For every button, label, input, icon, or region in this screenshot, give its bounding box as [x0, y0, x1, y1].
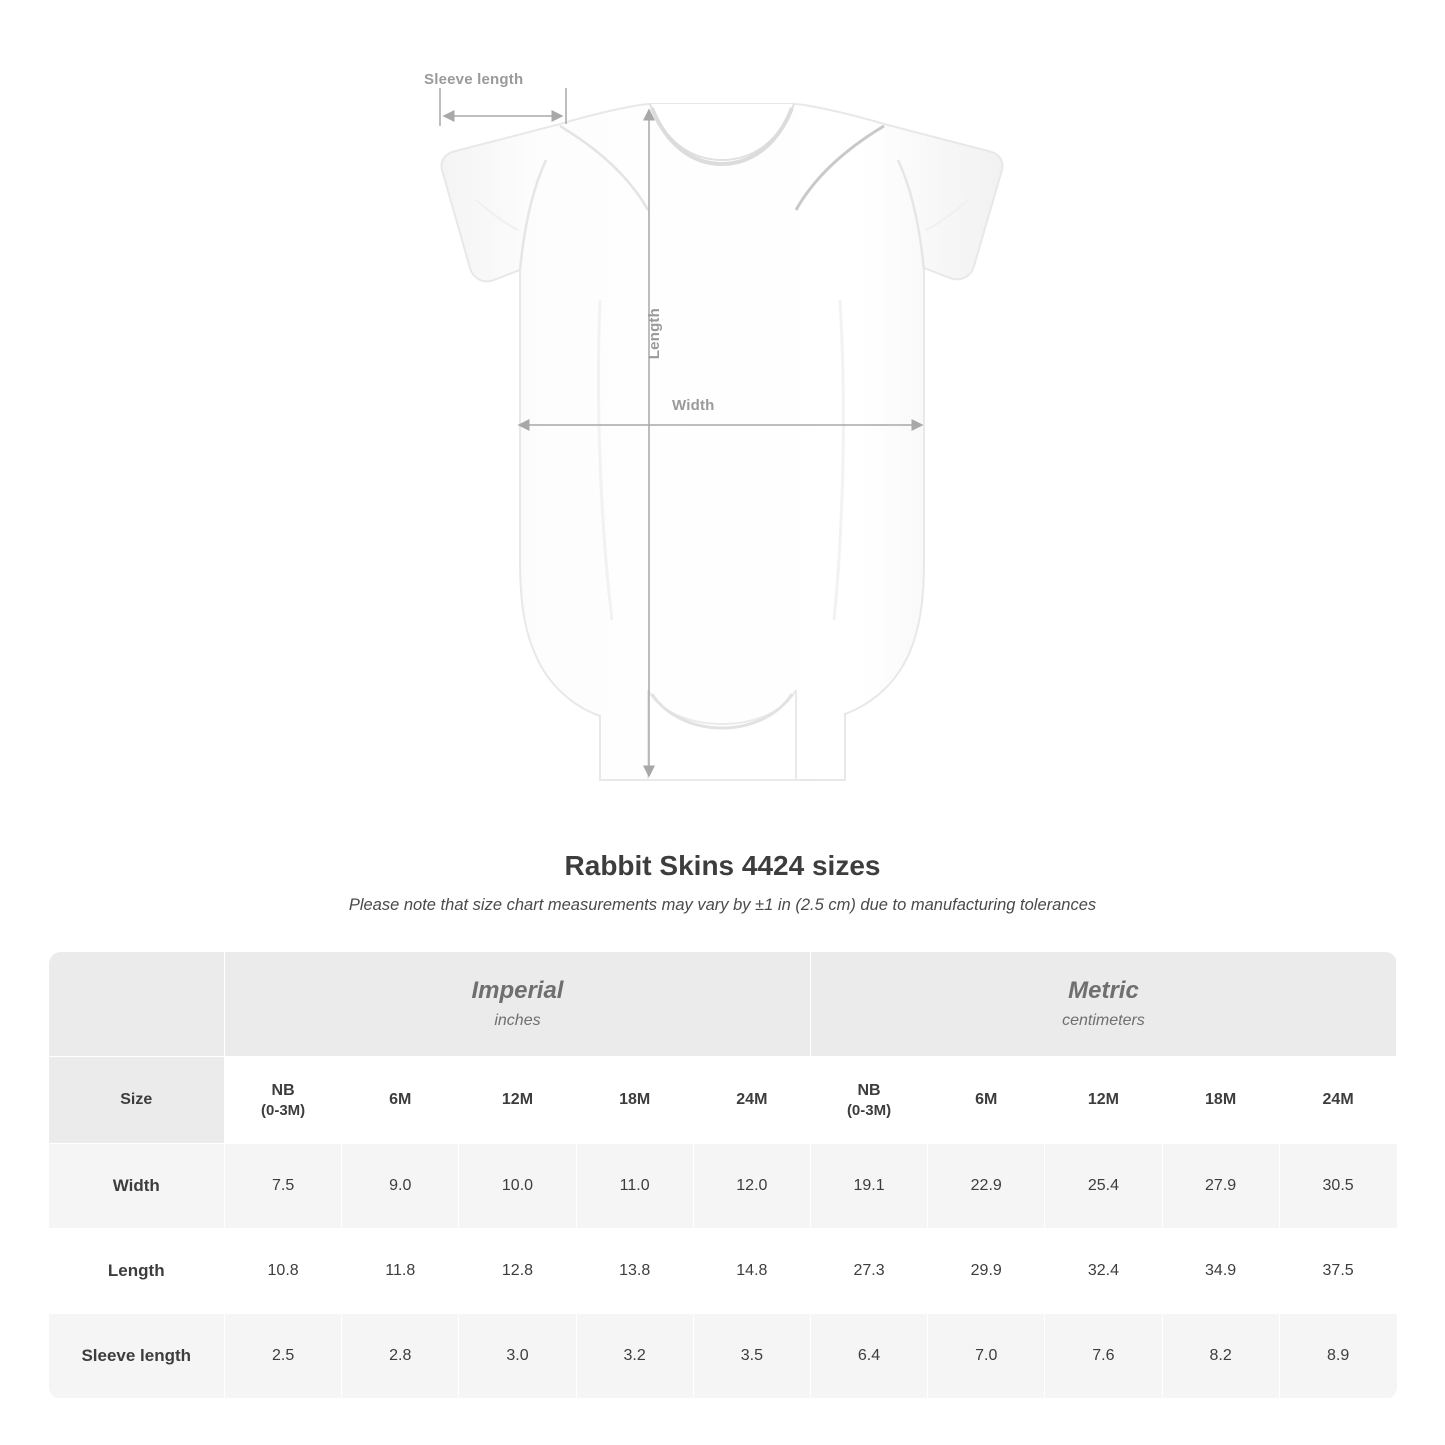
cell-sleeve-18m-imperial: 3.2	[576, 1314, 693, 1399]
cell-sleeve-18m-metric: 8.2	[1162, 1314, 1279, 1399]
width-label: Width	[672, 397, 715, 414]
cell-sleeve-12m-imperial: 3.0	[459, 1314, 576, 1399]
unit-group-imperial-name: Imperial	[471, 977, 564, 1005]
table-row	[49, 1144, 1397, 1229]
unit-group-imperial-subtitle: inches	[494, 1011, 541, 1029]
page-title: Rabbit Skins 4424 sizes	[564, 850, 881, 881]
sleeve-length-label: Sleeve length	[424, 71, 524, 88]
table-row	[49, 1314, 1397, 1399]
cell-length-18m-metric: 34.9	[1162, 1229, 1279, 1314]
cell-length-12m-imperial: 12.8	[459, 1229, 576, 1314]
unit-group-metric-subtitle: centimeters	[1062, 1011, 1145, 1029]
size-table	[48, 951, 1397, 1399]
row-header-sleeve-length: Sleeve length	[49, 1314, 225, 1399]
size-table-wrapper	[48, 951, 1397, 1399]
cell-width-18m-imperial: 11.0	[576, 1144, 693, 1229]
column-header-nb-imperial	[225, 1057, 342, 1144]
cell-length-24m-imperial: 14.8	[693, 1229, 810, 1314]
onesie-body	[441, 104, 1002, 780]
cell-length-nb-metric: 27.3	[810, 1229, 927, 1314]
column-header-6m-imperial: 6M	[342, 1057, 459, 1144]
length-label: Length	[646, 308, 663, 360]
cell-width-12m-metric: 25.4	[1045, 1144, 1162, 1229]
cell-width-18m-metric: 27.9	[1162, 1144, 1279, 1229]
unit-group-imperial	[225, 952, 811, 1057]
cell-length-nb-imperial: 10.8	[225, 1229, 342, 1314]
column-header-main: NB	[857, 1081, 881, 1099]
tolerance-note: Please note that size chart measurements may vary by ±1 in (2.5 cm) due to manufacturing tolerances	[348, 896, 1097, 914]
row-header-size: Size	[49, 1057, 225, 1144]
cell-length-24m-metric: 37.5	[1279, 1229, 1396, 1314]
cell-width-6m-imperial: 9.0	[342, 1144, 459, 1229]
column-header-sub: (0-3M)	[846, 1101, 892, 1119]
column-header-nb-metric	[810, 1057, 927, 1144]
cell-width-24m-imperial: 12.0	[693, 1144, 810, 1229]
cell-width-24m-metric: 30.5	[1279, 1144, 1396, 1229]
unit-corner-cell	[49, 952, 225, 1057]
column-header-18m-metric: 18M	[1162, 1057, 1279, 1144]
size-header-row	[49, 1057, 1397, 1144]
column-header-12m-metric: 12M	[1045, 1057, 1162, 1144]
cell-sleeve-6m-metric: 7.0	[928, 1314, 1045, 1399]
cell-length-6m-imperial: 11.8	[342, 1229, 459, 1314]
column-header-12m-imperial: 12M	[459, 1057, 576, 1144]
cell-width-12m-imperial: 10.0	[459, 1144, 576, 1229]
column-header-24m-metric: 24M	[1279, 1057, 1396, 1144]
table-row	[49, 1229, 1397, 1314]
cell-width-nb-imperial: 7.5	[225, 1144, 342, 1229]
column-header-24m-imperial: 24M	[693, 1057, 810, 1144]
column-header-6m-metric: 6M	[928, 1057, 1045, 1144]
cell-length-12m-metric: 32.4	[1045, 1229, 1162, 1314]
cell-sleeve-24m-metric: 8.9	[1279, 1314, 1396, 1399]
cell-sleeve-12m-metric: 7.6	[1045, 1314, 1162, 1399]
cell-width-nb-metric: 19.1	[810, 1144, 927, 1229]
column-header-sub: (0-3M)	[261, 1101, 306, 1119]
unit-header-row	[49, 952, 1397, 1057]
cell-width-6m-metric: 22.9	[928, 1144, 1045, 1229]
cell-length-18m-imperial: 13.8	[576, 1229, 693, 1314]
column-header-18m-imperial: 18M	[576, 1057, 693, 1144]
row-header-length: Length	[49, 1229, 225, 1314]
cell-sleeve-nb-imperial: 2.5	[225, 1314, 342, 1399]
cell-sleeve-nb-metric: 6.4	[810, 1314, 927, 1399]
unit-group-metric-name: Metric	[1068, 977, 1139, 1005]
cell-sleeve-24m-imperial: 3.5	[693, 1314, 810, 1399]
cell-sleeve-6m-imperial: 2.8	[342, 1314, 459, 1399]
row-header-width: Width	[49, 1144, 225, 1229]
cell-length-6m-metric: 29.9	[928, 1229, 1045, 1314]
column-header-main: NB	[271, 1081, 295, 1099]
unit-group-metric	[810, 952, 1396, 1057]
